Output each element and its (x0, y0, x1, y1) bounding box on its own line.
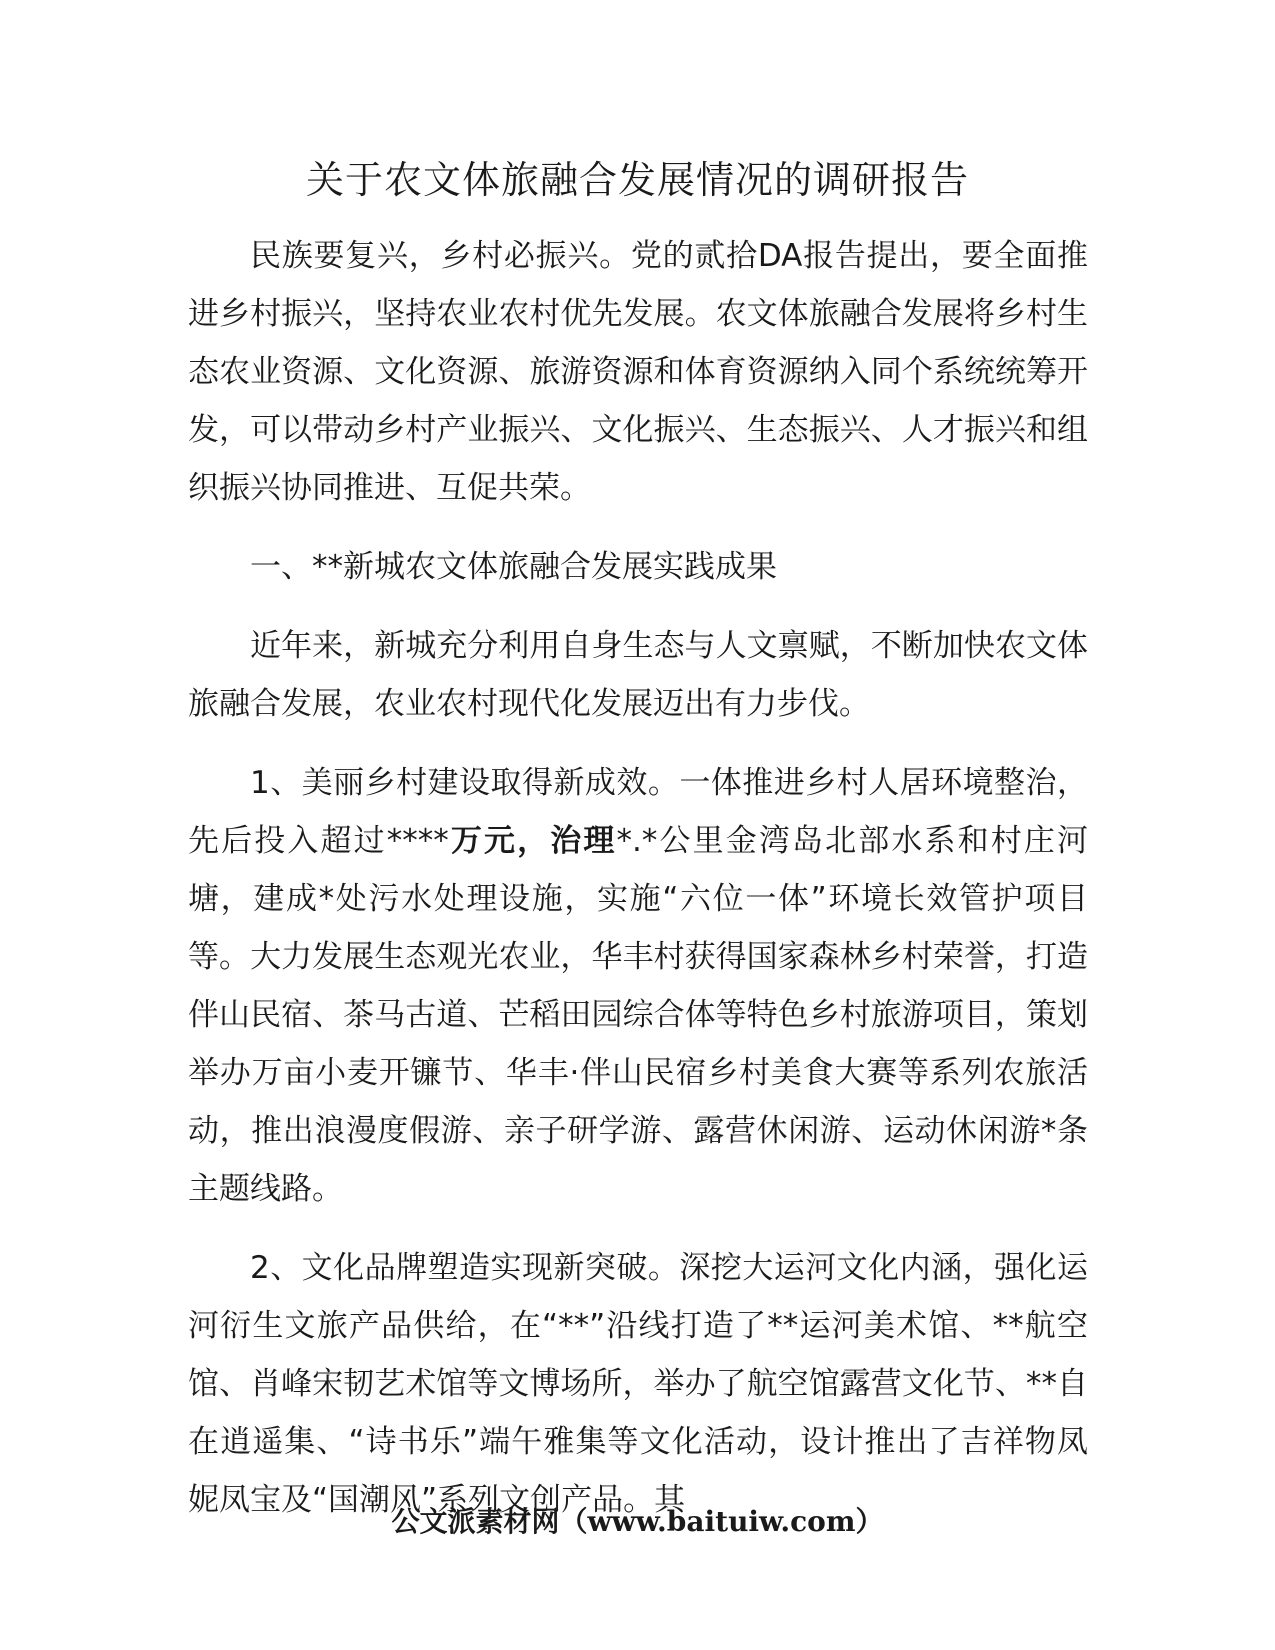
paragraph-item-2: 2、文化品牌塑造实现新突破。深挖大运河文化内涵，强化运河衍生文旅产品供给，在“**”沿线打造了**运河美术馆、**航空馆、肖峰宋韧艺术馆等文博场所，举办了航空馆露营文化节、**自在逍遥集、“诗书乐”端午雅集等文化活动，设计推出了吉祥物凤妮凤宝及“国潮风”系列文创产品。其 (188, 1250, 1088, 1518)
paragraph-overview: 近年来，新城充分利用自身生态与人文禀赋，不断加快农文体旅融合发展，农业农村现代化发展迈出有力步伐。 (188, 628, 1088, 722)
document-body (188, 227, 1088, 1550)
footer-watermark: 公文派素材网（www.baituiw.com） (391, 1505, 884, 1538)
paragraph-item-1 (188, 754, 1088, 1218)
document-title: 关于农文体旅融合发展情况的调研报告 (305, 158, 969, 202)
paragraph-item-1-text-b: *.*公里金湾岛北部水系和村庄河塘，建成*处污水处理设施，实施“六位一体”环境长效管护项目等。大力发展生态观光农业，华丰村获得国家森林乡村荣誉，打造伴山民宿、茶马古道、芒稻田园综合体等特色乡村旅游项目，策划举办万亩小麦开镰节、华丰·伴山民宿乡村美食大赛等系列农旅活动，推出浪漫度假游、亲子研学游、露营休闲游、运动休闲游*条主题线路。 (188, 823, 1089, 1207)
paragraph-item-1-text-a: 1、美丽乡村建设取得新成效。一体推进乡村人居环境整治，先后投入超过**** (188, 765, 1088, 859)
paragraph-intro: 民族要复兴，乡村必振兴。党的贰拾DA报告提出，要全面推进乡村振兴，坚持农业农村优先发展。农文体旅融合发展将乡村生态农业资源、文化资源、旅游资源和体育资源纳入同个系统统筹开发，可以带动乡村产业振兴、文化振兴、生态振兴、人才振兴和组织振兴协同推进、互促共荣。 (188, 238, 1088, 506)
section-heading: 一、**新城农文体旅融合发展实践成果 (250, 549, 777, 585)
paragraph-item-1-bold-text: 万元，治理 (448, 823, 617, 859)
